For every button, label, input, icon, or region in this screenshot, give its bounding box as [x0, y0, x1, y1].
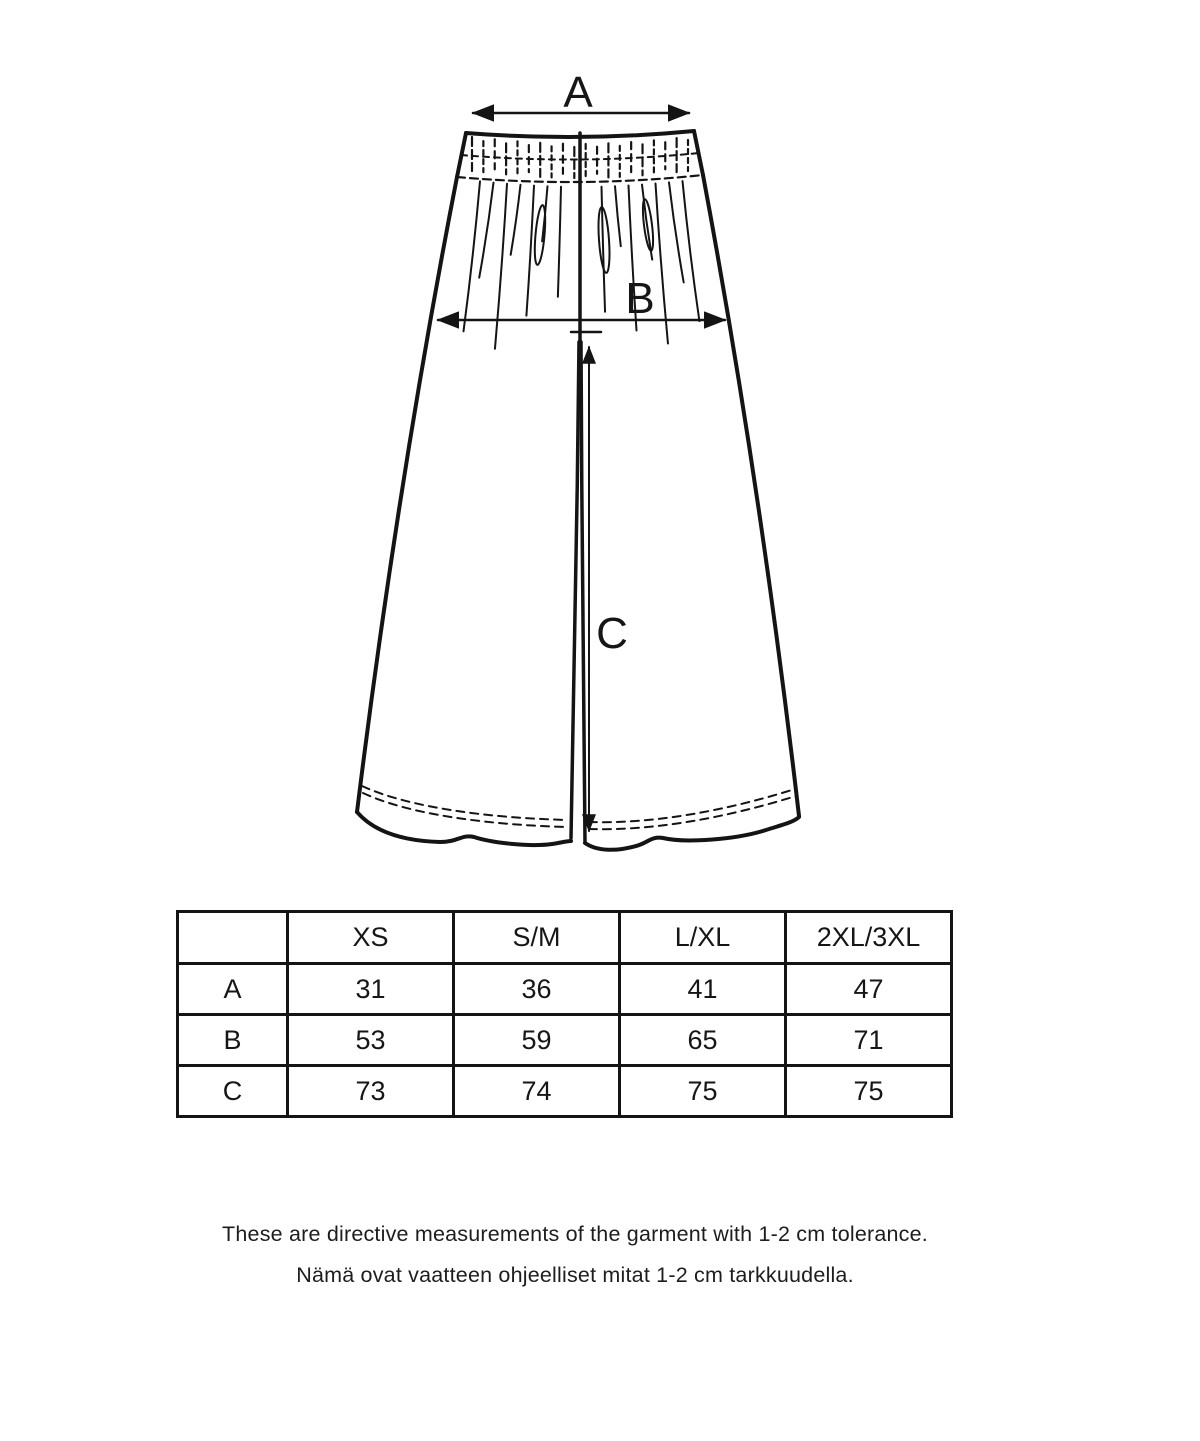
dimension-label-a: A — [563, 68, 593, 117]
row-label-c: C — [178, 1066, 288, 1117]
tolerance-note — [2, 1222, 1148, 1304]
row-label-a: A — [178, 964, 288, 1015]
size-column-header-2xl3xl: 2XL/3XL — [786, 912, 952, 964]
pants-outline — [357, 133, 799, 850]
table-cell: 53 — [288, 1015, 454, 1066]
table-cell: 71 — [786, 1015, 952, 1066]
tolerance-note-english: These are directive measurements of the garment with 1-2 cm tolerance. — [222, 1222, 928, 1246]
table-row-b — [178, 1015, 952, 1066]
size-table-header-row — [178, 912, 952, 964]
table-cell: 74 — [454, 1066, 620, 1117]
row-label-b: B — [178, 1015, 288, 1066]
dimension-label-c: C — [596, 609, 628, 658]
table-row-a — [178, 964, 952, 1015]
size-column-header-sm: S/M — [454, 912, 620, 964]
size-table — [176, 910, 953, 1118]
table-cell: 31 — [288, 964, 454, 1015]
size-table-corner-cell — [178, 912, 288, 964]
table-cell: 75 — [620, 1066, 786, 1117]
table-row-c — [178, 1066, 952, 1117]
size-column-header-xs: XS — [288, 912, 454, 964]
table-cell: 73 — [288, 1066, 454, 1117]
dimension-label-b: B — [625, 274, 655, 323]
tolerance-note-finnish: Nämä ovat vaatteen ohjeelliset mitat 1-2 cm tarkkuudella. — [296, 1263, 854, 1287]
table-cell: 36 — [454, 964, 620, 1015]
size-column-header-lxl: L/XL — [620, 912, 786, 964]
table-cell: 65 — [620, 1015, 786, 1066]
table-cell: 41 — [620, 964, 786, 1015]
table-cell: 75 — [786, 1066, 952, 1117]
table-cell: 59 — [454, 1015, 620, 1066]
table-cell: 47 — [786, 964, 952, 1015]
gather-loops — [533, 199, 655, 274]
hem-stitch-lines — [362, 786, 796, 829]
